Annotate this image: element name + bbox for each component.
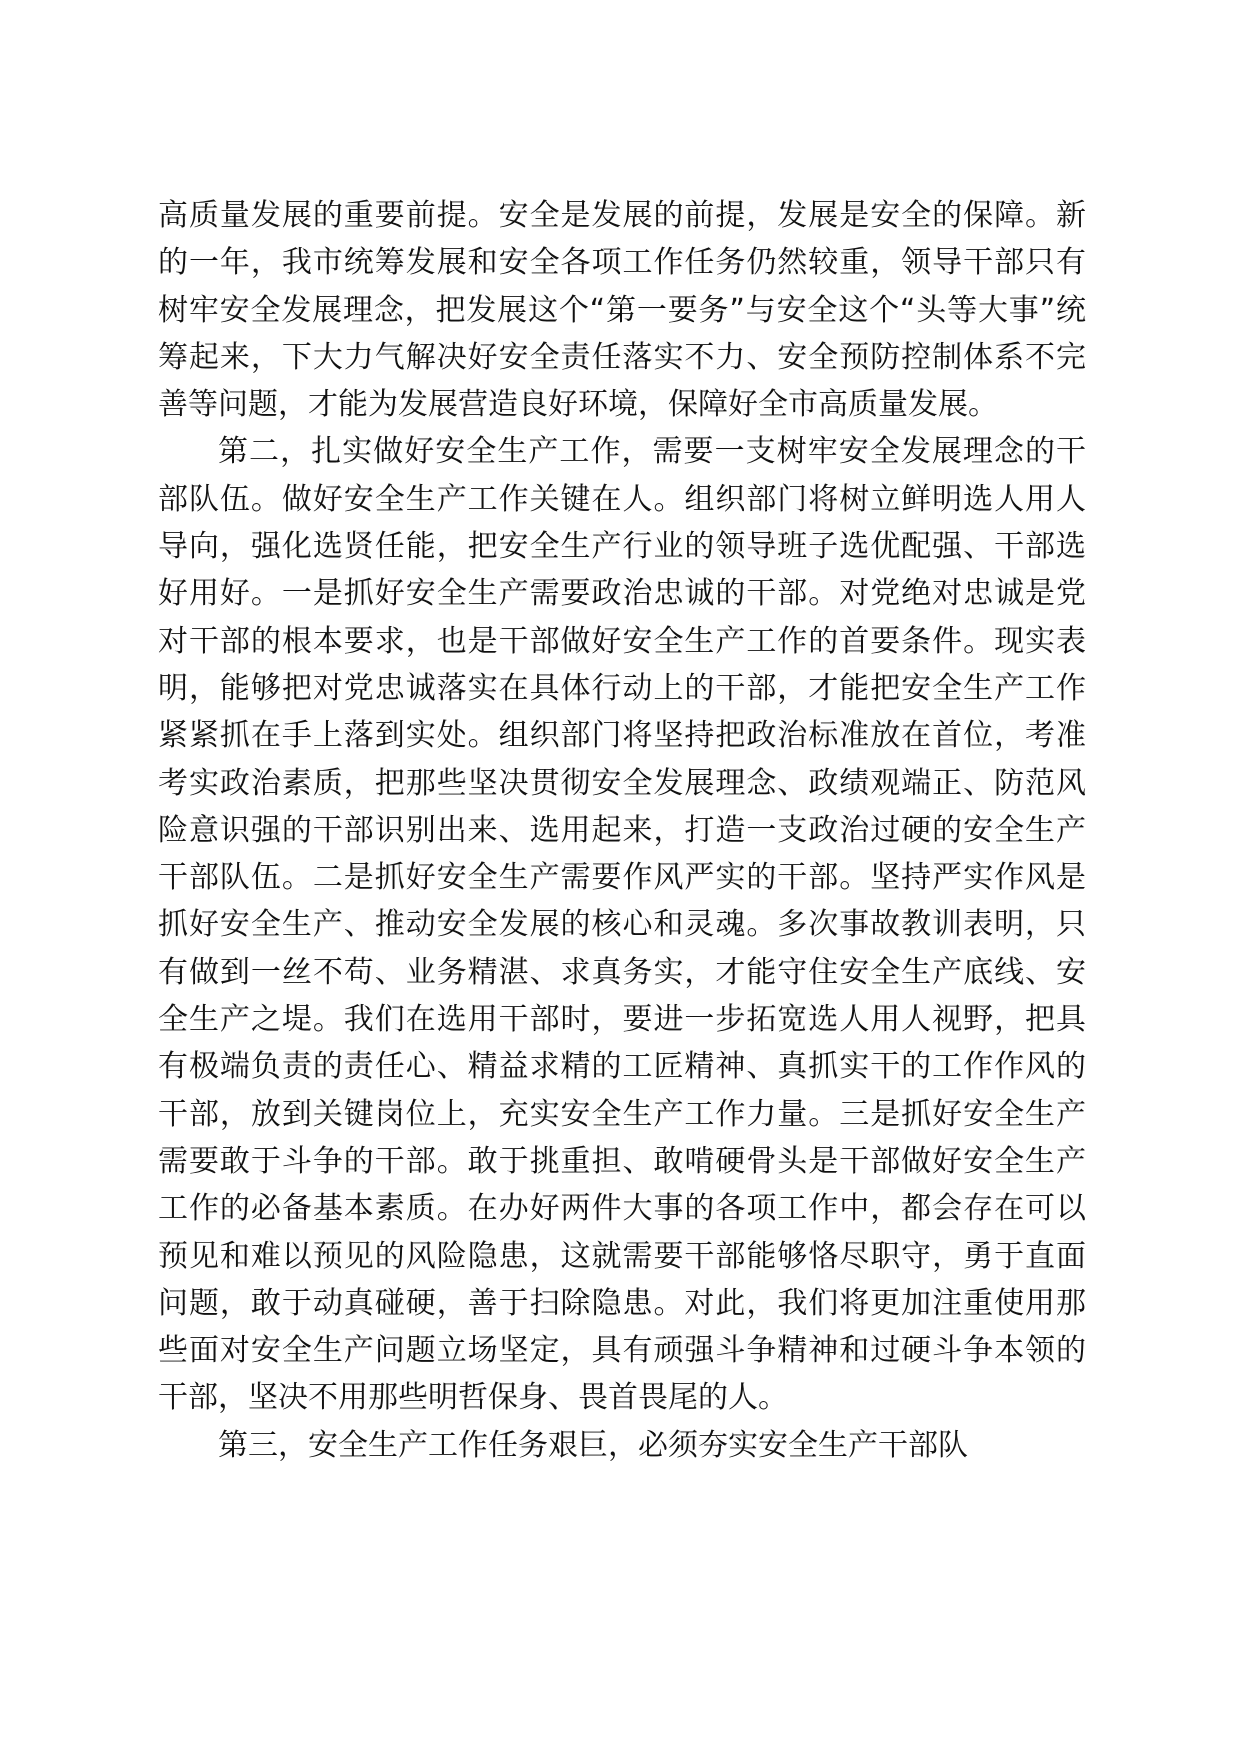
body-text bbox=[158, 192, 1086, 1469]
paragraph-3: 第三，安全生产工作任务艰巨，必须夯实安全生产干部队 bbox=[218, 1427, 968, 1463]
paragraph-2: 第二，扎实做好安全生产工作，需要一支树牢安全发展理念的干部队伍。做好安全生产工作关键在人。组织部门将树立鲜明选人用人导向，强化选贤任能，把安全生产行业的领导班子选优配强、干部选好用好。一是抓好安全生产需要政治忠诚的干部。对党绝对忠诚是党对干部的根本要求，也是干部做好安全生产工作的首要条件。现实表明，能够把对党忠诚落实在具体行动上的干部，才能把安全生产工作紧紧抓在手上落到实处。组织部门将坚持把政治标准放在首位，考准考实政治素质，把那些坚决贯彻安全发展理念、政绩观端正、防范风险意识强的干部识别出来、选用起来，打造一支政治过硬的安全生产干部队伍。二是抓好安全生产需要作风严实的干部。坚持严实作风是抓好安全生产、推动安全发展的核心和灵魂。多次事故教训表明，只有做到一丝不苟、业务精湛、求真务实，才能守住安全生产底线、安全生产之堤。我们在选用干部时，要进一步拓宽选人用人视野，把具有极端负责的责任心、精益求精的工匠精神、真抓实干的工作作风的干部，放到关键岗位上，充实安全生产工作力量。三是抓好安全生产需要敢于斗争的干部。敢于挑重担、敢啃硬骨头是干部做好安全生产工作的必备基本素质。在办好两件大事的各项工作中，都会存在可以预见和难以预见的风险隐患，这就需要干部能够恪尽职守，勇于直面问题，敢于动真碰硬，善于扫除隐患。对此，我们将更加注重使用那些面对安全生产问题立场坚定，具有顽强斗争精神和过硬斗争本领的干部，坚决不用那些明哲保身、畏首畏尾的人。 bbox=[158, 434, 1086, 1416]
paragraph-1: 高质量发展的重要前提。安全是发展的前提，发展是安全的保障。新的一年，我市统筹发展和安全各项工作任务仍然较重，领导干部只有树牢安全发展理念，把发展这个“第一要务”与安全这个“头等大事”统筹起来，下大力气解决好安全责任落实不力、安全预防控制体系不完善等问题，才能为发展营造良好环境，保障好全市高质量发展。 bbox=[158, 198, 1086, 423]
